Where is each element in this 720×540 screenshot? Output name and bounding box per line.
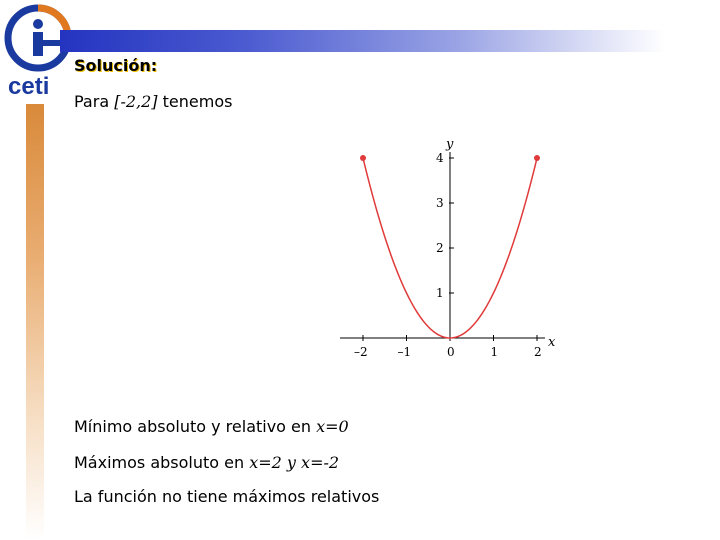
logo-text: ceti: [8, 73, 50, 100]
y-axis-label: y: [446, 137, 454, 152]
x-tick-label: 2: [534, 345, 542, 359]
endpoint-marker: [360, 155, 366, 161]
statement-maximum-pre: Máximos absoluto en: [74, 453, 250, 472]
statement-relative: [74, 487, 379, 506]
y-tick-label: 3: [436, 196, 444, 210]
x-tick-label: –2: [354, 345, 368, 359]
page-title: Solución:: [74, 56, 158, 75]
statement-minimum-pre: Mínimo absoluto y relativo en: [74, 417, 317, 436]
y-tick-label: 2: [436, 241, 444, 255]
statement-maximum-em: x=2 y x=-2: [249, 453, 340, 472]
x-tick-label: 0: [447, 345, 455, 359]
statement-maximum: [74, 453, 339, 472]
intro-interval: [-2,2]: [114, 92, 158, 111]
statement-minimum-em: x=0: [316, 417, 349, 436]
x-axis-label: x: [548, 335, 556, 350]
statement-minimum: [74, 417, 349, 436]
intro-post: tenemos: [157, 92, 233, 111]
y-tick-label: 1: [436, 286, 444, 300]
x-tick-label: 1: [490, 345, 499, 359]
y-tick-label: 4: [436, 151, 444, 165]
intro-pre: Para: [74, 92, 115, 111]
statement-relative-text: La función no tiene máximos relativos: [74, 487, 380, 506]
x-tick-label: –1: [397, 345, 412, 359]
endpoint-marker: [534, 155, 540, 161]
axis-ticks: [354, 151, 542, 359]
